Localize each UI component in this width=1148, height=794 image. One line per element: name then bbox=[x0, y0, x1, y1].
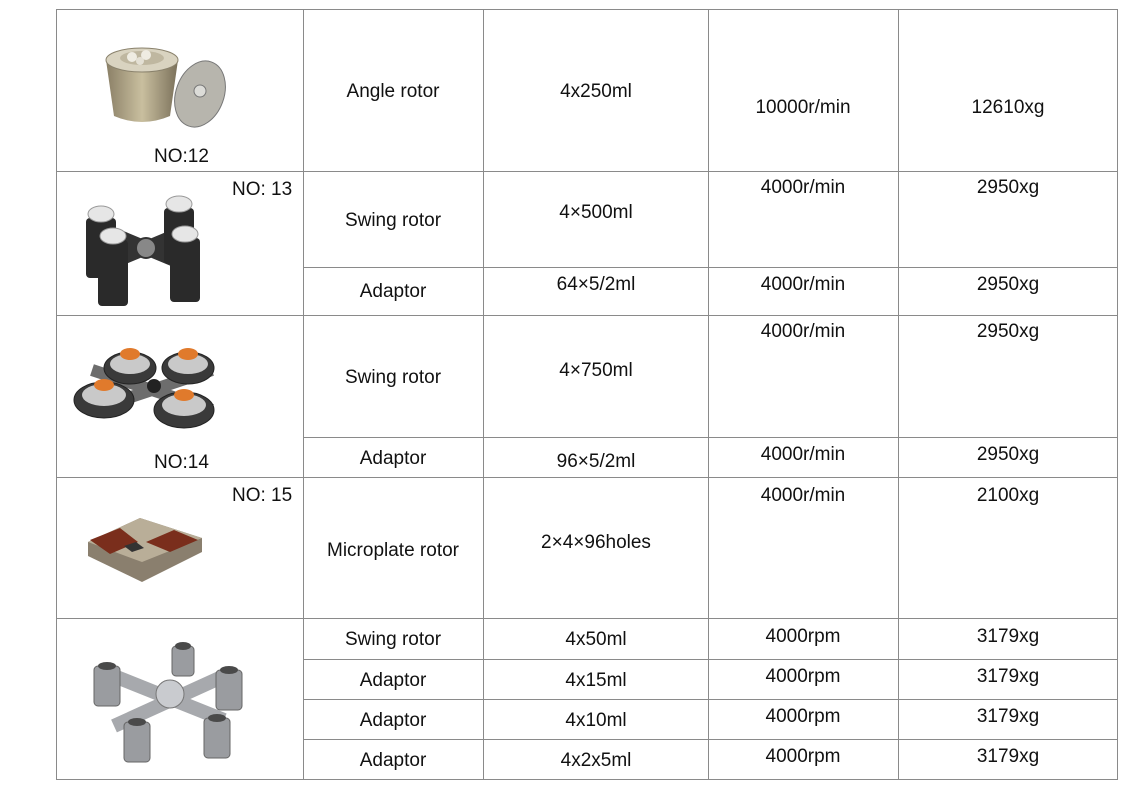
force-cell: 2100xg bbox=[976, 485, 1040, 506]
force-cell: 2950xg bbox=[976, 444, 1040, 465]
table-border bbox=[56, 779, 1118, 780]
row-divider bbox=[303, 699, 1118, 700]
force-cell: 2950xg bbox=[976, 321, 1040, 342]
row-divider bbox=[56, 618, 1118, 619]
rotor-type-cell: Adaptor bbox=[359, 750, 427, 771]
row-divider bbox=[303, 739, 1118, 740]
capacity-cell: 96×5/2ml bbox=[556, 451, 636, 472]
rotor-number-label: NO:14 bbox=[154, 452, 209, 473]
capacity-cell: 4x250ml bbox=[560, 81, 632, 102]
speed-cell: 4000r/min bbox=[760, 444, 846, 465]
column-divider bbox=[898, 9, 899, 780]
rotor-type-cell: Swing rotor bbox=[344, 367, 442, 388]
speed-cell: 4000r/min bbox=[760, 485, 846, 506]
rotor-number-label: NO:12 bbox=[154, 146, 209, 167]
speed-cell: 10000r/min bbox=[755, 97, 851, 118]
table-border bbox=[1117, 9, 1118, 780]
rotor-type-cell: Angle rotor bbox=[346, 81, 440, 102]
column-divider bbox=[483, 9, 484, 780]
force-cell: 2950xg bbox=[976, 177, 1040, 198]
speed-cell: 4000rpm bbox=[765, 746, 841, 767]
rotor-type-cell: Adaptor bbox=[359, 670, 427, 691]
angle-rotor-image bbox=[100, 36, 230, 136]
force-cell: 2950xg bbox=[976, 274, 1040, 295]
column-divider bbox=[708, 9, 709, 780]
capacity-cell: 64×5/2ml bbox=[556, 274, 636, 295]
row-divider bbox=[56, 477, 1118, 478]
speed-cell: 4000rpm bbox=[765, 626, 841, 647]
table-border bbox=[56, 9, 57, 780]
speed-cell: 4000r/min bbox=[760, 177, 846, 198]
speed-cell: 4000rpm bbox=[765, 706, 841, 727]
force-cell: 3179xg bbox=[976, 706, 1040, 727]
rotor-number-label: NO: 15 bbox=[232, 485, 293, 506]
steel-swing-rotor-image bbox=[84, 636, 254, 766]
rotor-number-label: NO: 13 bbox=[232, 179, 293, 200]
rotor-type-cell: Microplate rotor bbox=[327, 540, 459, 561]
rotor-type-cell: Adaptor bbox=[359, 281, 427, 302]
row-divider bbox=[303, 659, 1118, 660]
speed-cell: 4000rpm bbox=[765, 666, 841, 687]
force-cell: 3179xg bbox=[976, 666, 1040, 687]
speed-cell: 4000r/min bbox=[760, 321, 846, 342]
row-divider bbox=[303, 267, 1118, 268]
row-divider bbox=[303, 437, 1118, 438]
force-cell: 3179xg bbox=[976, 746, 1040, 767]
capacity-cell: 4x50ml bbox=[565, 629, 627, 650]
speed-cell: 4000r/min bbox=[760, 274, 846, 295]
force-cell: 12610xg bbox=[971, 97, 1045, 118]
column-divider bbox=[303, 9, 304, 780]
rotor-type-cell: Adaptor bbox=[359, 448, 427, 469]
capacity-cell: 4x2x5ml bbox=[560, 750, 632, 771]
row-divider bbox=[56, 315, 1118, 316]
row-divider bbox=[56, 171, 1118, 172]
capacity-cell: 2×4×96holes bbox=[541, 532, 651, 553]
swing-rotor-cups-image bbox=[78, 188, 214, 310]
capacity-cell: 4×750ml bbox=[559, 360, 633, 381]
swing-rotor-buckets-image bbox=[72, 340, 232, 440]
rotor-type-cell: Adaptor bbox=[359, 710, 427, 731]
rotor-type-cell: Swing rotor bbox=[344, 210, 442, 231]
microplate-rotor-image bbox=[80, 512, 210, 588]
capacity-cell: 4x10ml bbox=[565, 710, 627, 731]
table-border bbox=[56, 9, 1118, 10]
capacity-cell: 4×500ml bbox=[559, 202, 633, 223]
rotor-type-cell: Swing rotor bbox=[344, 629, 442, 650]
capacity-cell: 4x15ml bbox=[565, 670, 627, 691]
force-cell: 3179xg bbox=[976, 626, 1040, 647]
